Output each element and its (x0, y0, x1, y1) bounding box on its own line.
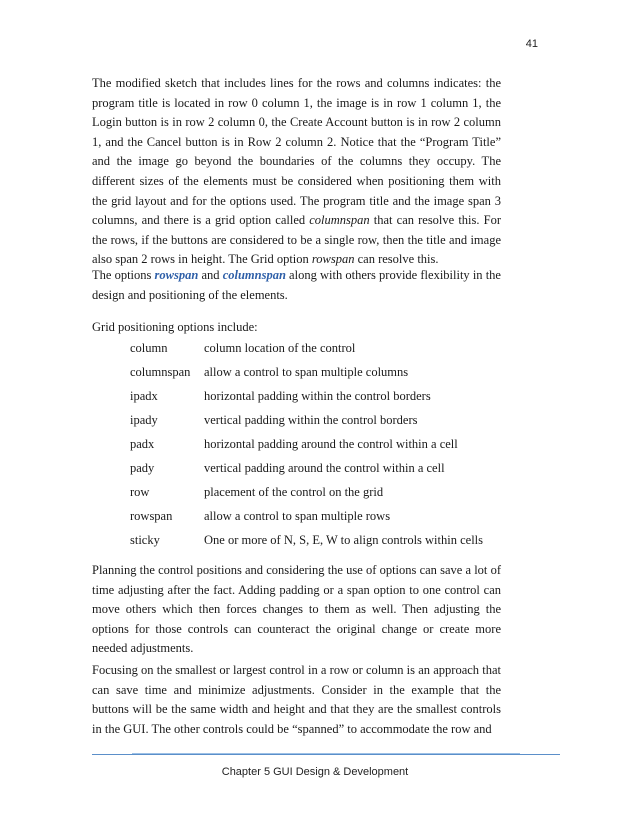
columnspan-highlight: columnspan (222, 268, 286, 282)
options-intro-text: Grid positioning options include: (92, 320, 258, 334)
option-row (130, 336, 483, 360)
paragraph-text: that can resolve this. For the rows, if the buttons are considered to be a single row, then the title and image also span 2 rows in height. The Grid option (92, 213, 501, 267)
rowspan-highlight: rowspan (154, 268, 199, 282)
option-name: rowspan (130, 508, 173, 523)
option-name: column (130, 340, 168, 355)
option-row (130, 360, 483, 384)
paragraph-text: The modified sketch that includes lines for the rows and columns indicates: the program title is located in row 0 column 1, the image is in row 1 column 1, the Login button is in row 2 column 0, the Create Account button is in row 2 column 1, and the Cancel button is in Row 2 column 2. Notice that the “Program Title” and the image go beyond the boundaries of the columns they occupy. The different sizes of the elements must be considered when positioning them with the grid layout and for the options used. The program title and the image span 3 columns, and there is a grid option called (92, 76, 501, 228)
paragraph-text: along with others provide flexibility in the design and positioning of the elements. (92, 268, 501, 302)
option-row (130, 528, 483, 552)
option-description: column location of the control (204, 340, 356, 355)
option-description: placement of the control on the grid (204, 484, 384, 499)
option-description: vertical padding around the control within a cell (204, 460, 445, 475)
option-description: allow a control to span multiple rows (204, 508, 391, 523)
option-row (130, 384, 483, 408)
option-row (130, 504, 483, 528)
paragraph-grid-sketch (92, 74, 501, 270)
option-name: row (130, 484, 150, 499)
option-name: ipady (130, 412, 158, 427)
option-name: ipadx (130, 388, 158, 403)
paragraph-text: The options (92, 268, 155, 282)
option-name: columnspan (130, 364, 191, 379)
option-description: horizontal padding around the control within a cell (204, 436, 458, 451)
chapter-footer: Chapter 5 GUI Design & Development (221, 766, 409, 778)
paragraph-options-flexibility (92, 266, 501, 305)
page-number: 41 (525, 38, 538, 50)
rowspan-term: rowspan (311, 252, 355, 267)
columnspan-term: columnspan (309, 213, 370, 228)
options-intro (92, 318, 501, 338)
option-description: horizontal padding within the control borders (204, 388, 431, 403)
option-name: pady (130, 460, 155, 475)
paragraph-text: Planning the control positions and considering the use of options can save a lot of time adjusting after the fact. Adding padding or a span option to one control can move others which then forces changes to them as well. Then adjusting the options for those controls can counteract the original change or create more needed adjustments. (92, 563, 501, 656)
option-row (130, 456, 483, 480)
option-name: sticky (130, 532, 160, 547)
option-description: allow a control to span multiple columns (204, 364, 409, 379)
option-description: vertical padding within the control borders (204, 412, 418, 427)
option-row (130, 432, 483, 456)
paragraph-planning (92, 561, 501, 659)
paragraph-text: Focusing on the smallest or largest control in a row or column is an approach that can save time and minimize adjustments. Consider in the example that the buttons will be the same width and height and that they are the smallest controls in the GUI. The other controls could be “spanned” to accommodate the row and (92, 663, 501, 736)
option-name: padx (130, 436, 155, 451)
option-row (130, 408, 483, 432)
footer-divider (92, 754, 560, 755)
paragraph-focusing (92, 661, 501, 739)
grid-options-list (130, 336, 483, 552)
option-row (130, 480, 483, 504)
paragraph-text: can resolve this. (354, 252, 439, 267)
paragraph-text: and (198, 268, 223, 282)
option-description: One or more of N, S, E, W to align controls within cells (204, 532, 484, 547)
